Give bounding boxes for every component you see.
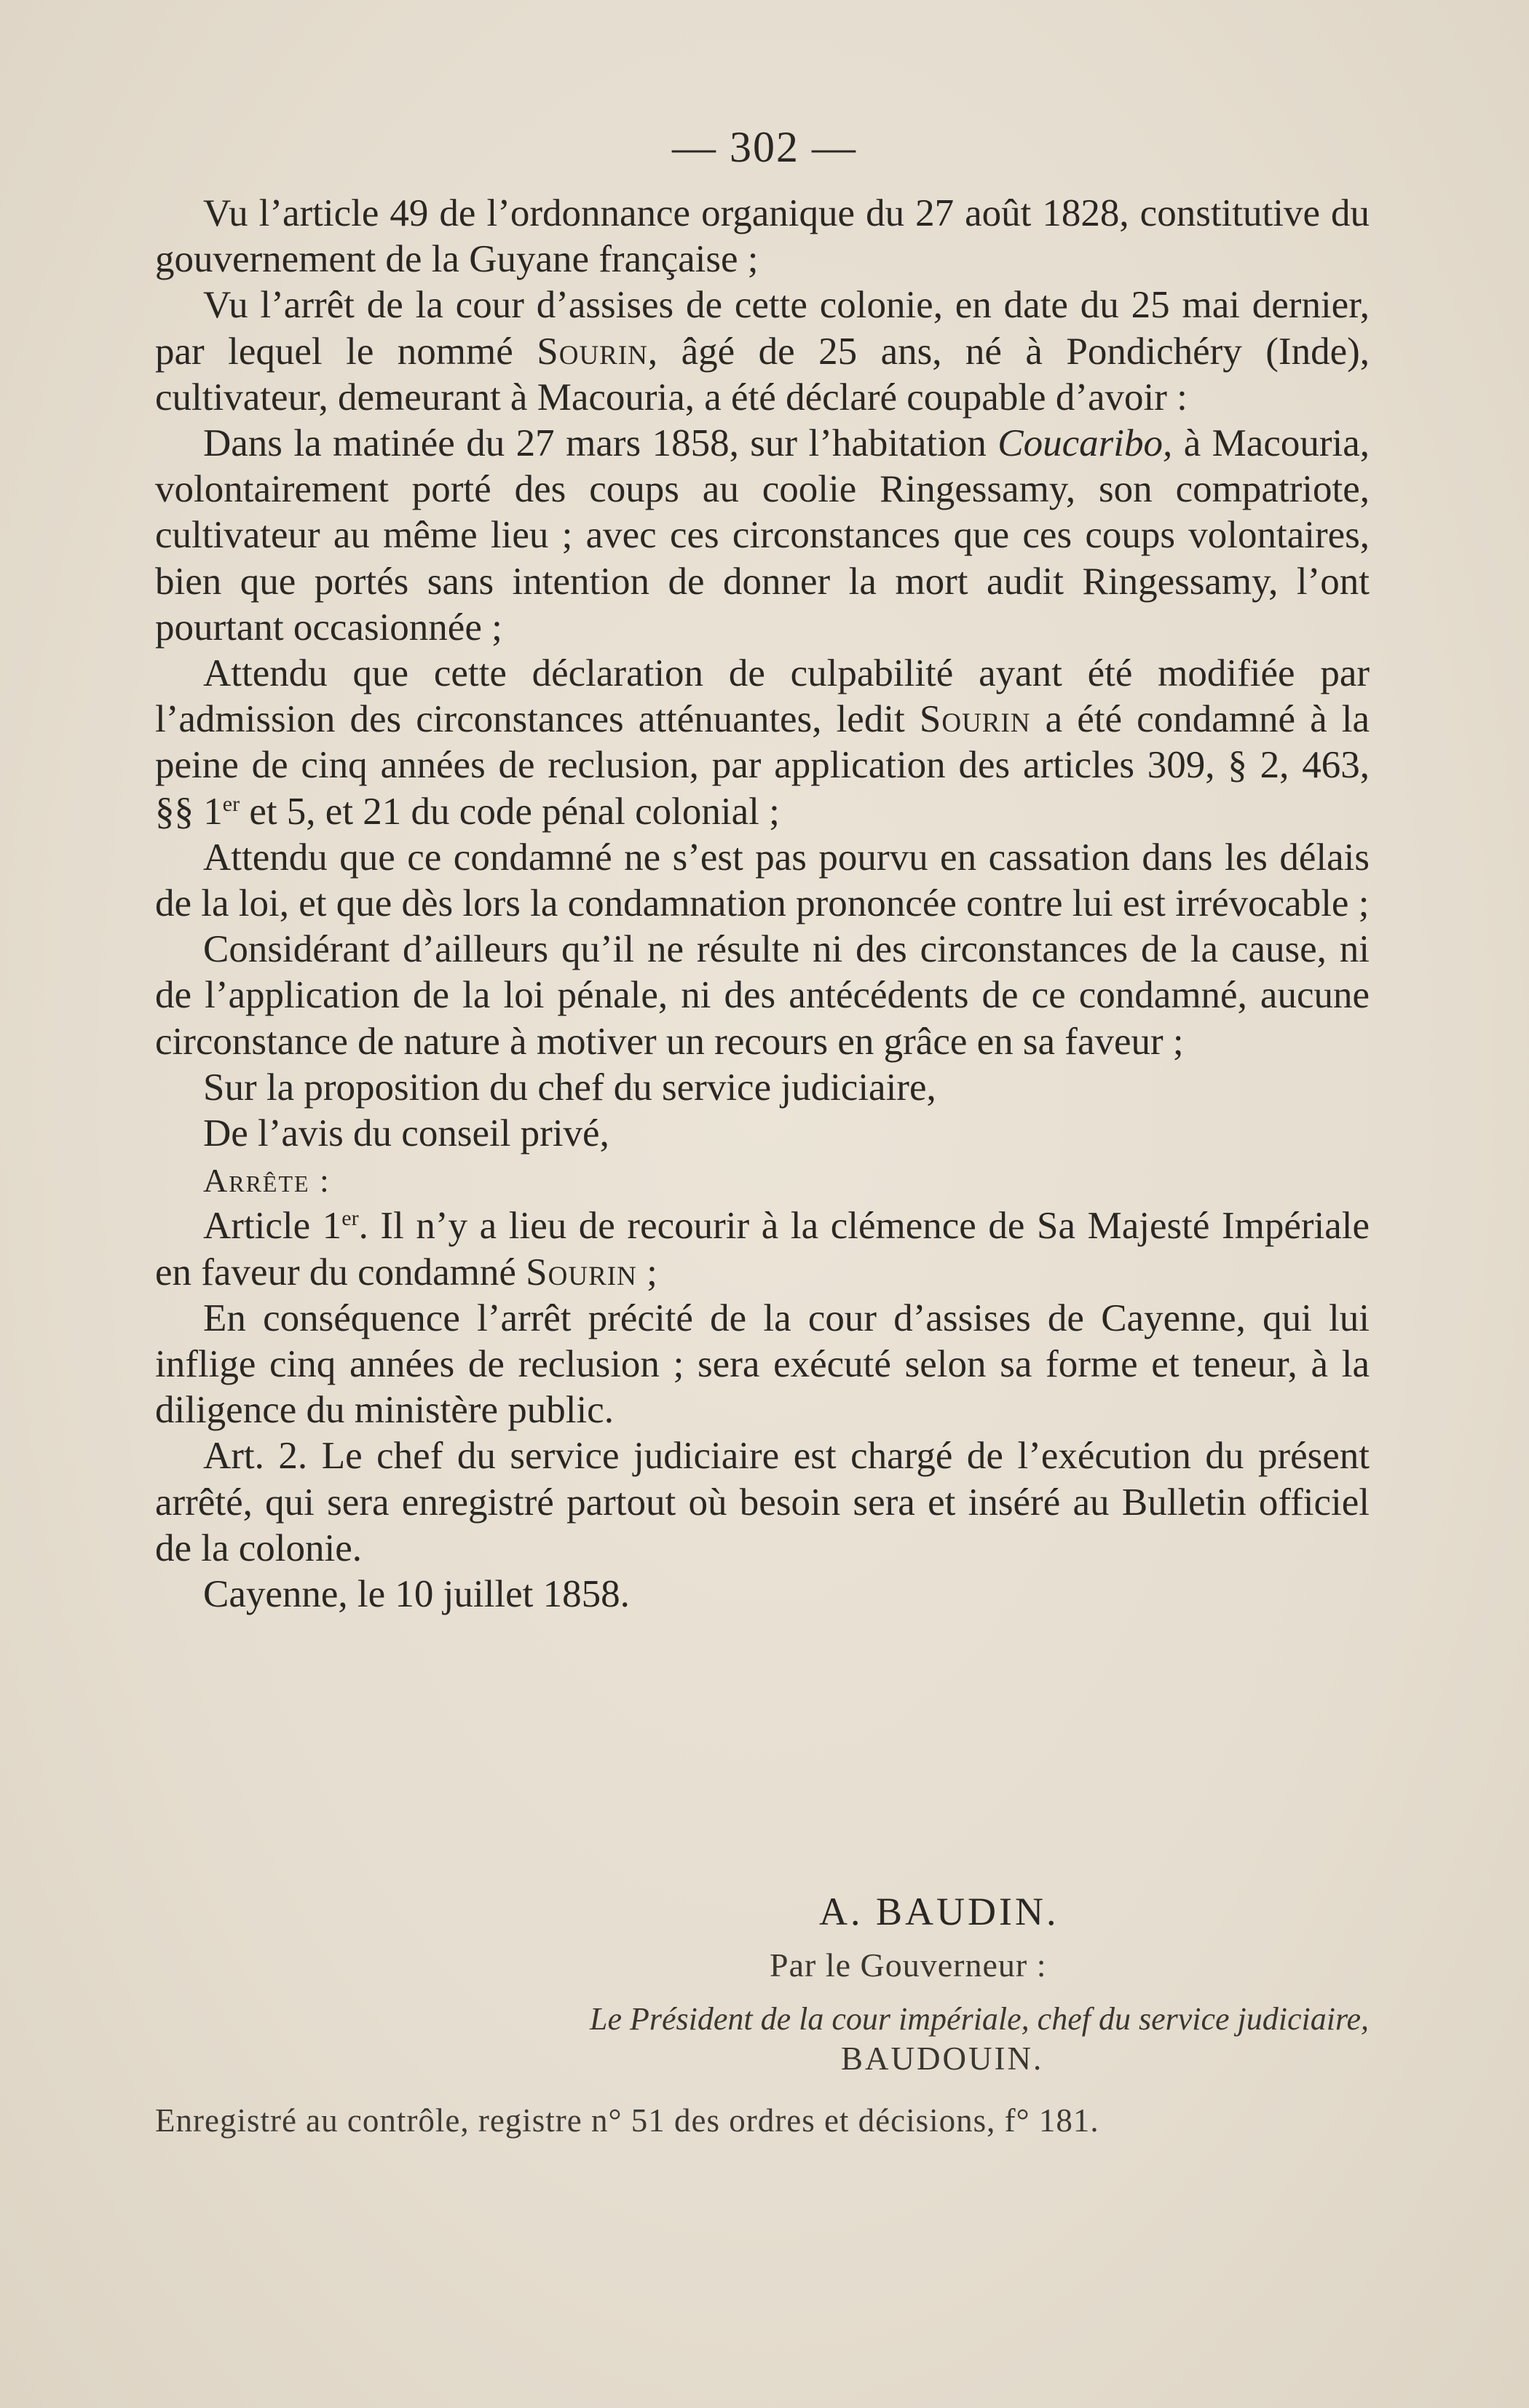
article-1: [155, 1203, 1370, 1295]
text-run: à Macouria, volontairement porté des coups au coolie Ringessamy, son compatriote, cultivateur au même lieu ; avec ces circonstances que ces coups volontaires, bien que portés sans intention de donner la mort audit Ringessamy, l’ont pourtant occasionnée ;: [155, 422, 1370, 649]
paragraph-attendu-1: [155, 651, 1370, 835]
text-run: Dans la matinée du 27 mars 1858, sur l’habitation: [203, 422, 998, 465]
paragraph-attendu-2: Attendu que ce condamné ne s’est pas pourvu en cassation dans les délais de la loi, et que dès lors la condamnation prononcée contre lui est irrévocable ;: [155, 836, 1370, 925]
registration-note: Enregistré au contrôle, registre n° 51 des ordres et décisions, f° 181.: [155, 2102, 1099, 2139]
arrete-label: Arrête :: [203, 1162, 331, 1200]
governor-signature: A. BAUDIN.: [819, 1890, 1059, 1933]
superscript: er: [341, 1206, 359, 1231]
paragraph-consequence: En conséquence l’arrêt précité de la cour d’assises de Cayenne, qui lui inflige cinq années de reclusion ; sera exécuté selon sa forme et teneur, à la diligence du ministère public.: [155, 1296, 1370, 1432]
document-body: [155, 191, 1370, 1617]
paragraph-date: Cayenne, le 10 juillet 1858.: [203, 1573, 630, 1616]
par-le-gouverneur: Par le Gouverneur :: [770, 1946, 1047, 1984]
page-number: — 302 —: [672, 123, 857, 171]
paragraph-avis: De l’avis du conseil privé,: [203, 1112, 609, 1155]
text-run: . Il n’y a lieu de recourir à la clémence de Sa Majesté Impériale en faveur du condamné: [155, 1205, 1370, 1294]
paragraph-vu-article: Vu l’article 49 de l’ordonnance organique du 27 août 1828, constitutive du gouvernement de la Guyane française ;: [155, 192, 1370, 281]
paragraph-proposition: Sur la proposition du chef du service judiciaire,: [203, 1066, 936, 1109]
paragraph-vu-arret: [155, 282, 1370, 421]
text-run: , âgé de 25 ans, né à Pondichéry (Inde), cultivateur, demeurant à Macouria, a été déclaré coupable d’avoir :: [155, 330, 1370, 419]
text-run: et 5, et 21 du code pénal colonial ;: [240, 790, 780, 833]
president-title: Le Président de la cour impériale, chef du service judiciaire,: [590, 2001, 1369, 2037]
paragraph-facts: [155, 421, 1370, 651]
person-name: Sourin: [919, 698, 1031, 741]
place-name: Coucaribo,: [997, 422, 1173, 465]
text-run: Vu l’arrêt de la cour d’assises de cette colonie, en date du 25 mai dernier, par lequel le nommé: [155, 284, 1370, 373]
text-run: Attendu que cette déclaration de culpabilité ayant été modifiée par l’admission des circonstances atténuantes, ledit: [155, 652, 1370, 741]
person-name: Sourin: [537, 330, 648, 373]
superscript: er: [222, 791, 240, 816]
arrete-heading: [155, 1157, 1370, 1203]
paragraph-considerant: Considérant d’ailleurs qu’il ne résulte ni des circonstances de la cause, ni de l’application de la loi pénale, ni des antécédents de ce condamné, aucune circonstance de nature à motiver un recours en grâce en sa faveur ;: [155, 928, 1370, 1063]
president-signature: BAUDOUIN.: [841, 2040, 1044, 2077]
article-2: Art. 2. Le chef du service judiciaire est chargé de l’exécution du présent arrêté, qui sera enregistré partout où besoin sera et inséré au Bulletin officiel de la colonie.: [155, 1435, 1370, 1569]
text-run: a été condamné à la peine de cinq années de reclusion, par application des articles 309, § 2, 463, §§ 1: [155, 698, 1370, 833]
person-name: Sourin: [526, 1251, 637, 1294]
text-run: ;: [636, 1251, 657, 1294]
text-run: Article 1: [203, 1205, 342, 1248]
